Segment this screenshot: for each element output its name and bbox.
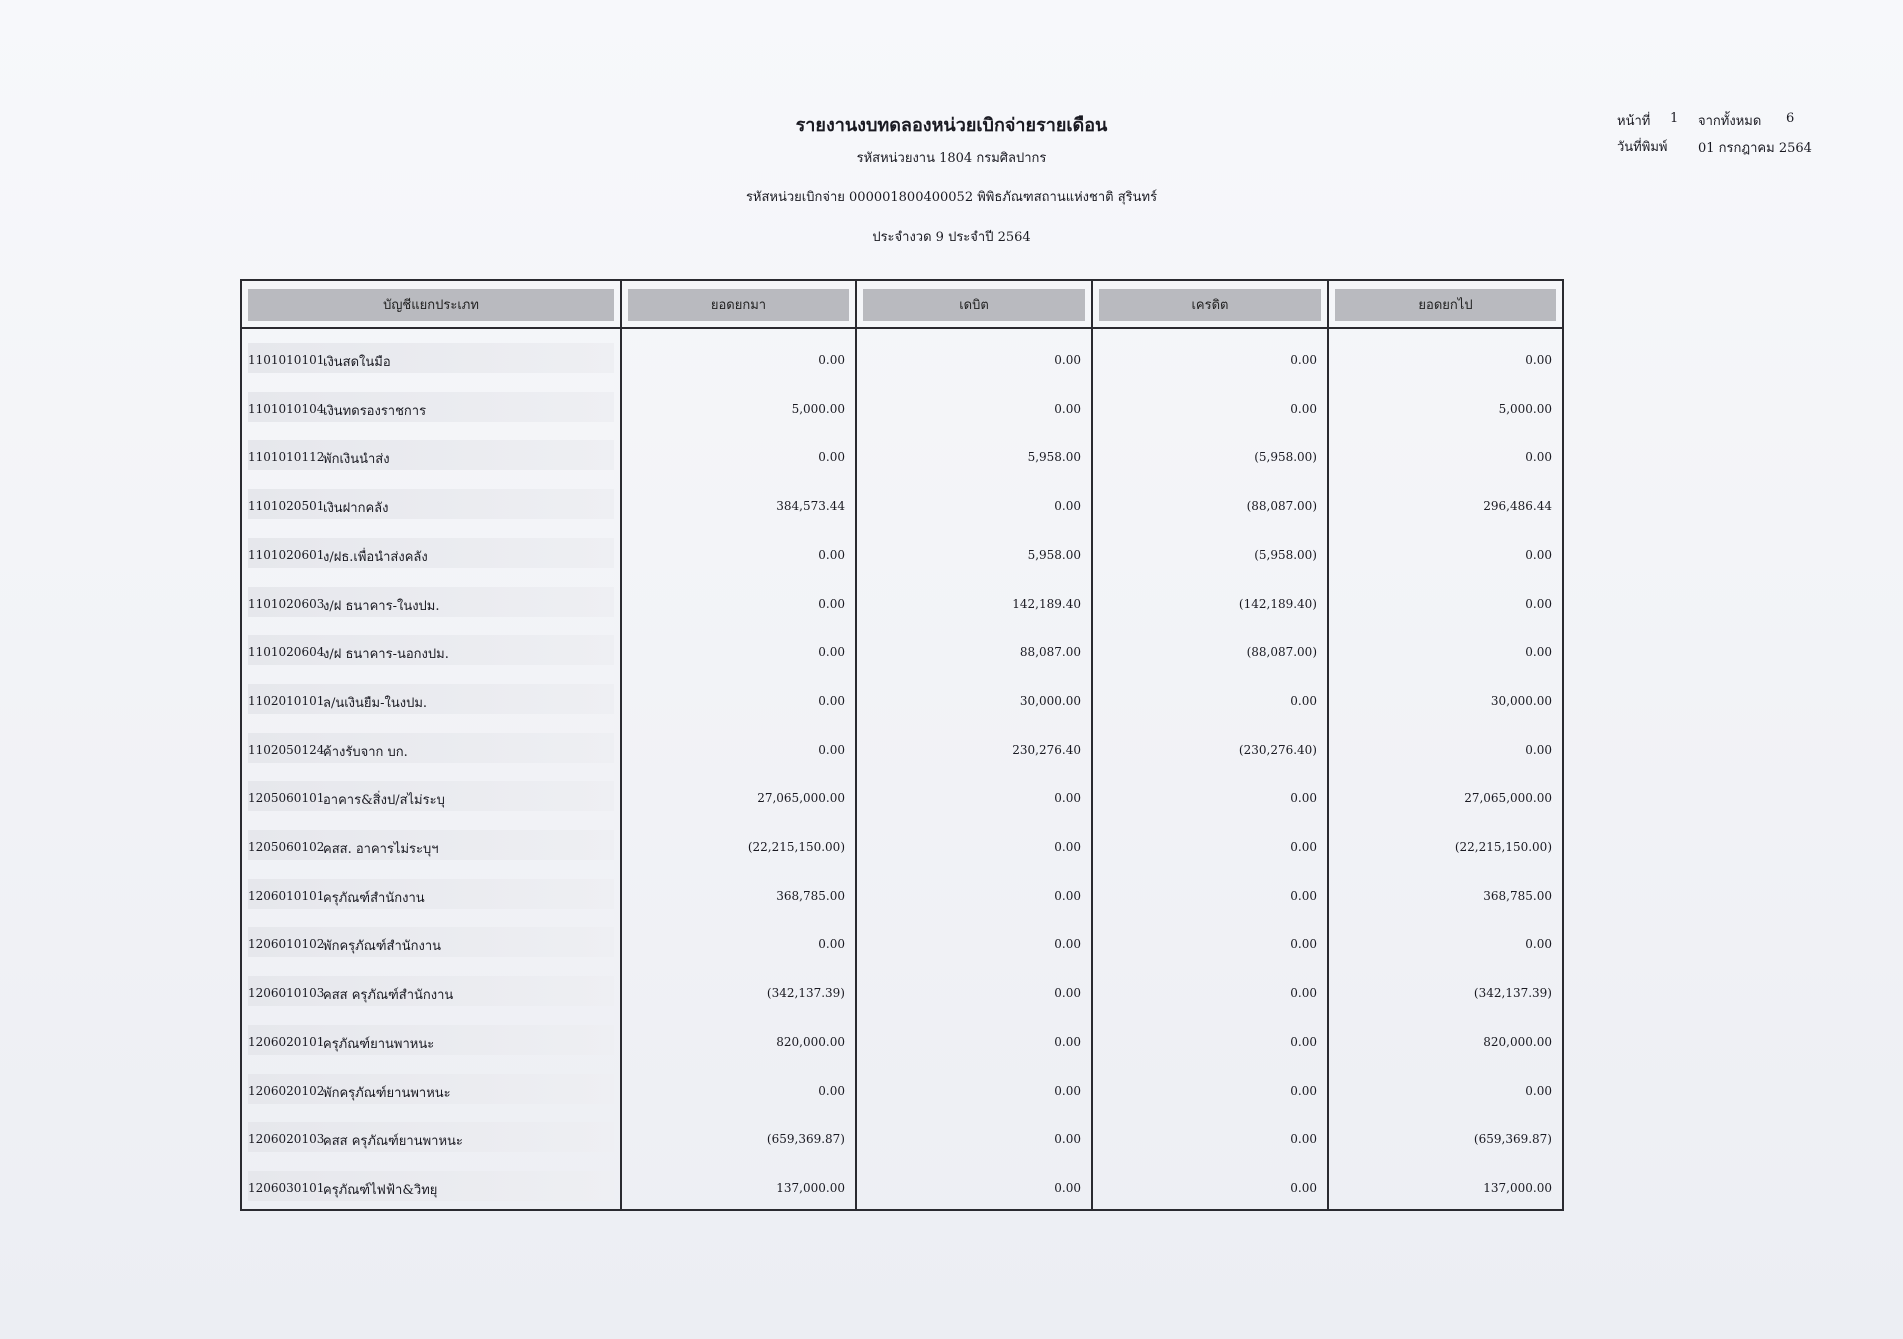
credit-value: 0.00 bbox=[1290, 888, 1317, 903]
account-code: 1101010104 bbox=[248, 401, 325, 416]
debit-value: 230,276.40 bbox=[1012, 742, 1081, 757]
header-account: บัญชีแยกประเภท bbox=[248, 289, 614, 321]
carried-forward-value: (659,369.87) bbox=[1473, 1132, 1552, 1147]
header-credit: เครดิต bbox=[1099, 289, 1321, 321]
table-row bbox=[240, 721, 1562, 770]
credit-value: 0.00 bbox=[1290, 791, 1317, 806]
table-row bbox=[240, 623, 1562, 672]
account-code: 1101020601 bbox=[248, 547, 325, 562]
credit-value: 0.00 bbox=[1290, 353, 1317, 367]
debit-value: 0.00 bbox=[1054, 840, 1081, 854]
of-total-label: จากทั้งหมด bbox=[1698, 114, 1762, 129]
account-name: อาคาร&สิ่งป/สไม่ระบุ bbox=[323, 793, 445, 809]
account-code: 1206030101 bbox=[248, 1180, 325, 1195]
carried-forward-value: 0.00 bbox=[1525, 353, 1552, 367]
brought-forward-value: 0.00 bbox=[818, 937, 845, 952]
header-debit: เดบิต bbox=[863, 289, 1085, 321]
table-row bbox=[240, 1062, 1562, 1111]
brought-forward-value: 137,000.00 bbox=[776, 1180, 845, 1195]
table-row bbox=[240, 867, 1562, 916]
table-row bbox=[240, 769, 1562, 818]
account-name: เงินทดรองราชการ bbox=[323, 403, 427, 419]
brought-forward-value: 0.00 bbox=[818, 742, 845, 757]
carried-forward-value: (22,215,150.00) bbox=[1454, 840, 1552, 854]
credit-value: 0.00 bbox=[1290, 986, 1317, 1001]
account-code: 1206010101 bbox=[248, 888, 325, 903]
account-code: 1205060101 bbox=[248, 791, 325, 806]
carried-forward-value: 30,000.00 bbox=[1490, 693, 1552, 708]
credit-value: 0.00 bbox=[1290, 1180, 1317, 1195]
carried-forward-value: (342,137.39) bbox=[1473, 986, 1552, 1001]
page-total: 6 bbox=[1786, 111, 1795, 126]
brought-forward-value: (22,215,150.00) bbox=[747, 840, 845, 854]
debit-value: 0.00 bbox=[1054, 1083, 1081, 1098]
carried-forward-value: 0.00 bbox=[1525, 450, 1552, 465]
header-carried-forward: ยอดยกไป bbox=[1335, 289, 1556, 321]
debit-value: 0.00 bbox=[1054, 1132, 1081, 1147]
brought-forward-value: 820,000.00 bbox=[776, 1034, 845, 1049]
credit-value: (142,189.40) bbox=[1238, 596, 1317, 611]
carried-forward-value: 0.00 bbox=[1525, 547, 1552, 562]
carried-forward-value: 137,000.00 bbox=[1483, 1180, 1552, 1195]
brought-forward-value: 0.00 bbox=[818, 693, 845, 708]
debit-value: 5,958.00 bbox=[1027, 547, 1081, 562]
account-code: 1102050124 bbox=[248, 742, 325, 757]
table-row bbox=[240, 380, 1562, 429]
print-date: 01 กรกฎาคม 2564 bbox=[1698, 141, 1812, 156]
account-name: พักเงินนำส่ง bbox=[323, 452, 390, 468]
table-row bbox=[240, 428, 1562, 477]
debit-value: 0.00 bbox=[1054, 937, 1081, 952]
account-code: 1102010101 bbox=[248, 693, 325, 708]
debit-value: 142,189.40 bbox=[1012, 596, 1081, 611]
account-code: 1206020101 bbox=[248, 1034, 325, 1049]
account-code: 1206020103 bbox=[248, 1132, 325, 1147]
account-code: 1101010101 bbox=[248, 353, 325, 367]
credit-value: 0.00 bbox=[1290, 840, 1317, 854]
account-name: ง/ฝธ.เพื่อนำส่งคลัง bbox=[323, 549, 428, 565]
debit-value: 0.00 bbox=[1054, 1034, 1081, 1049]
carried-forward-value: 368,785.00 bbox=[1483, 888, 1552, 903]
debit-value: 0.00 bbox=[1054, 353, 1081, 367]
carried-forward-value: 27,065,000.00 bbox=[1464, 791, 1552, 806]
header-brought-forward: ยอดยกมา bbox=[628, 289, 849, 321]
carried-forward-value: 820,000.00 bbox=[1483, 1034, 1552, 1049]
carried-forward-value: 0.00 bbox=[1525, 742, 1552, 757]
credit-value: 0.00 bbox=[1290, 1132, 1317, 1147]
debit-value: 0.00 bbox=[1054, 1180, 1081, 1195]
table-row bbox=[240, 477, 1562, 526]
account-name: พักครุภัณฑ์สำนักงาน bbox=[323, 939, 442, 955]
table-row bbox=[240, 1159, 1562, 1208]
brought-forward-value: 384,573.44 bbox=[776, 499, 845, 514]
account-name: เงินฝากคลัง bbox=[323, 501, 389, 517]
carried-forward-value: 0.00 bbox=[1525, 645, 1552, 660]
brought-forward-value: 0.00 bbox=[818, 596, 845, 611]
credit-value: (5,958.00) bbox=[1254, 450, 1317, 465]
header-rule bbox=[240, 327, 1562, 329]
debit-value: 0.00 bbox=[1054, 986, 1081, 1001]
table-row bbox=[240, 526, 1562, 575]
brought-forward-value: (342,137.39) bbox=[766, 986, 845, 1001]
account-name: ครุภัณฑ์ไฟฟ้า&วิทยุ bbox=[323, 1182, 438, 1198]
print-date-label: วันที่พิมพ์ bbox=[1617, 140, 1668, 155]
debit-value: 0.00 bbox=[1054, 499, 1081, 514]
credit-value: (88,087.00) bbox=[1246, 645, 1317, 660]
account-name: คสส. อาคารไม่ระบุฯ bbox=[323, 842, 439, 857]
account-code: 1206010102 bbox=[248, 937, 325, 952]
disbursing-unit-line: รหัสหน่วยเบิกจ่าย 000001800400052 พิพิธภัณฑสถานแห่งชาติ สุรินทร์ bbox=[745, 190, 1158, 205]
account-name: เงินสดในมือ bbox=[323, 355, 391, 370]
brought-forward-value: 0.00 bbox=[818, 547, 845, 562]
table-row bbox=[240, 818, 1562, 867]
account-code: 1101020604 bbox=[248, 645, 325, 660]
table-row bbox=[240, 331, 1562, 380]
table-row bbox=[240, 1013, 1562, 1062]
account-name: พักครุภัณฑ์ยานพาหนะ bbox=[323, 1085, 451, 1101]
account-name: ง/ฝ ธนาคาร-ในงปม. bbox=[323, 598, 440, 614]
credit-value: (230,276.40) bbox=[1238, 742, 1317, 757]
page-number: 1 bbox=[1670, 111, 1679, 126]
account-name: ครุภัณฑ์ยานพาหนะ bbox=[323, 1036, 435, 1052]
brought-forward-value: 0.00 bbox=[818, 645, 845, 660]
table-row bbox=[240, 964, 1562, 1013]
debit-value: 0.00 bbox=[1054, 791, 1081, 806]
account-code: 1206010103 bbox=[248, 986, 325, 1001]
credit-value: 0.00 bbox=[1290, 1034, 1317, 1049]
brought-forward-value: 27,065,000.00 bbox=[757, 791, 845, 806]
debit-value: 30,000.00 bbox=[1019, 693, 1081, 708]
credit-value: (88,087.00) bbox=[1246, 499, 1317, 514]
brought-forward-value: (659,369.87) bbox=[766, 1132, 845, 1147]
account-code: 1101020603 bbox=[248, 596, 325, 611]
account-name: คสส ครุภัณฑ์สำนักงาน bbox=[323, 988, 454, 1004]
brought-forward-value: 0.00 bbox=[818, 353, 845, 367]
carried-forward-value: 0.00 bbox=[1525, 1083, 1552, 1098]
brought-forward-value: 368,785.00 bbox=[776, 888, 845, 903]
brought-forward-value: 0.00 bbox=[818, 450, 845, 465]
credit-value: 0.00 bbox=[1290, 937, 1317, 952]
carried-forward-value: 0.00 bbox=[1525, 596, 1552, 611]
report-title: รายงานงบทดลองหน่วยเบิกจ่ายรายเดือน bbox=[795, 115, 1108, 136]
account-name: ค้างรับจาก บก. bbox=[323, 744, 408, 760]
table-row bbox=[240, 672, 1562, 721]
brought-forward-value: 5,000.00 bbox=[791, 401, 845, 416]
table-row bbox=[240, 575, 1562, 624]
account-name: ล/นเงินยืม-ในงปม. bbox=[323, 695, 428, 711]
credit-value: (5,958.00) bbox=[1254, 547, 1317, 562]
account-name: ครุภัณฑ์สำนักงาน bbox=[323, 890, 425, 906]
table-row bbox=[240, 915, 1562, 964]
account-code: 1205060102 bbox=[248, 840, 325, 854]
debit-value: 5,958.00 bbox=[1027, 450, 1081, 465]
account-code: 1101020501 bbox=[248, 499, 325, 514]
credit-value: 0.00 bbox=[1290, 693, 1317, 708]
carried-forward-value: 0.00 bbox=[1525, 937, 1552, 952]
carried-forward-value: 296,486.44 bbox=[1483, 499, 1552, 514]
account-name: ง/ฝ ธนาคาร-นอกงปม. bbox=[323, 647, 449, 663]
account-code: 1101010112 bbox=[248, 450, 325, 465]
account-name: คสส ครุภัณฑ์ยานพาหนะ bbox=[323, 1134, 463, 1150]
trial-balance-table bbox=[240, 279, 1562, 1209]
debit-value: 0.00 bbox=[1054, 888, 1081, 903]
table-row bbox=[240, 1110, 1562, 1159]
agency-line: รหัสหน่วยงาน 1804 กรมศิลปากร bbox=[856, 151, 1047, 166]
carried-forward-value: 5,000.00 bbox=[1498, 401, 1552, 416]
credit-value: 0.00 bbox=[1290, 1083, 1317, 1098]
account-code: 1206020102 bbox=[248, 1083, 325, 1098]
debit-value: 88,087.00 bbox=[1019, 645, 1081, 660]
debit-value: 0.00 bbox=[1054, 401, 1081, 416]
page-label: หน้าที่ bbox=[1617, 114, 1651, 129]
period-line: ประจำงวด 9 ประจำปี 2564 bbox=[872, 230, 1031, 245]
credit-value: 0.00 bbox=[1290, 401, 1317, 416]
brought-forward-value: 0.00 bbox=[818, 1083, 845, 1098]
